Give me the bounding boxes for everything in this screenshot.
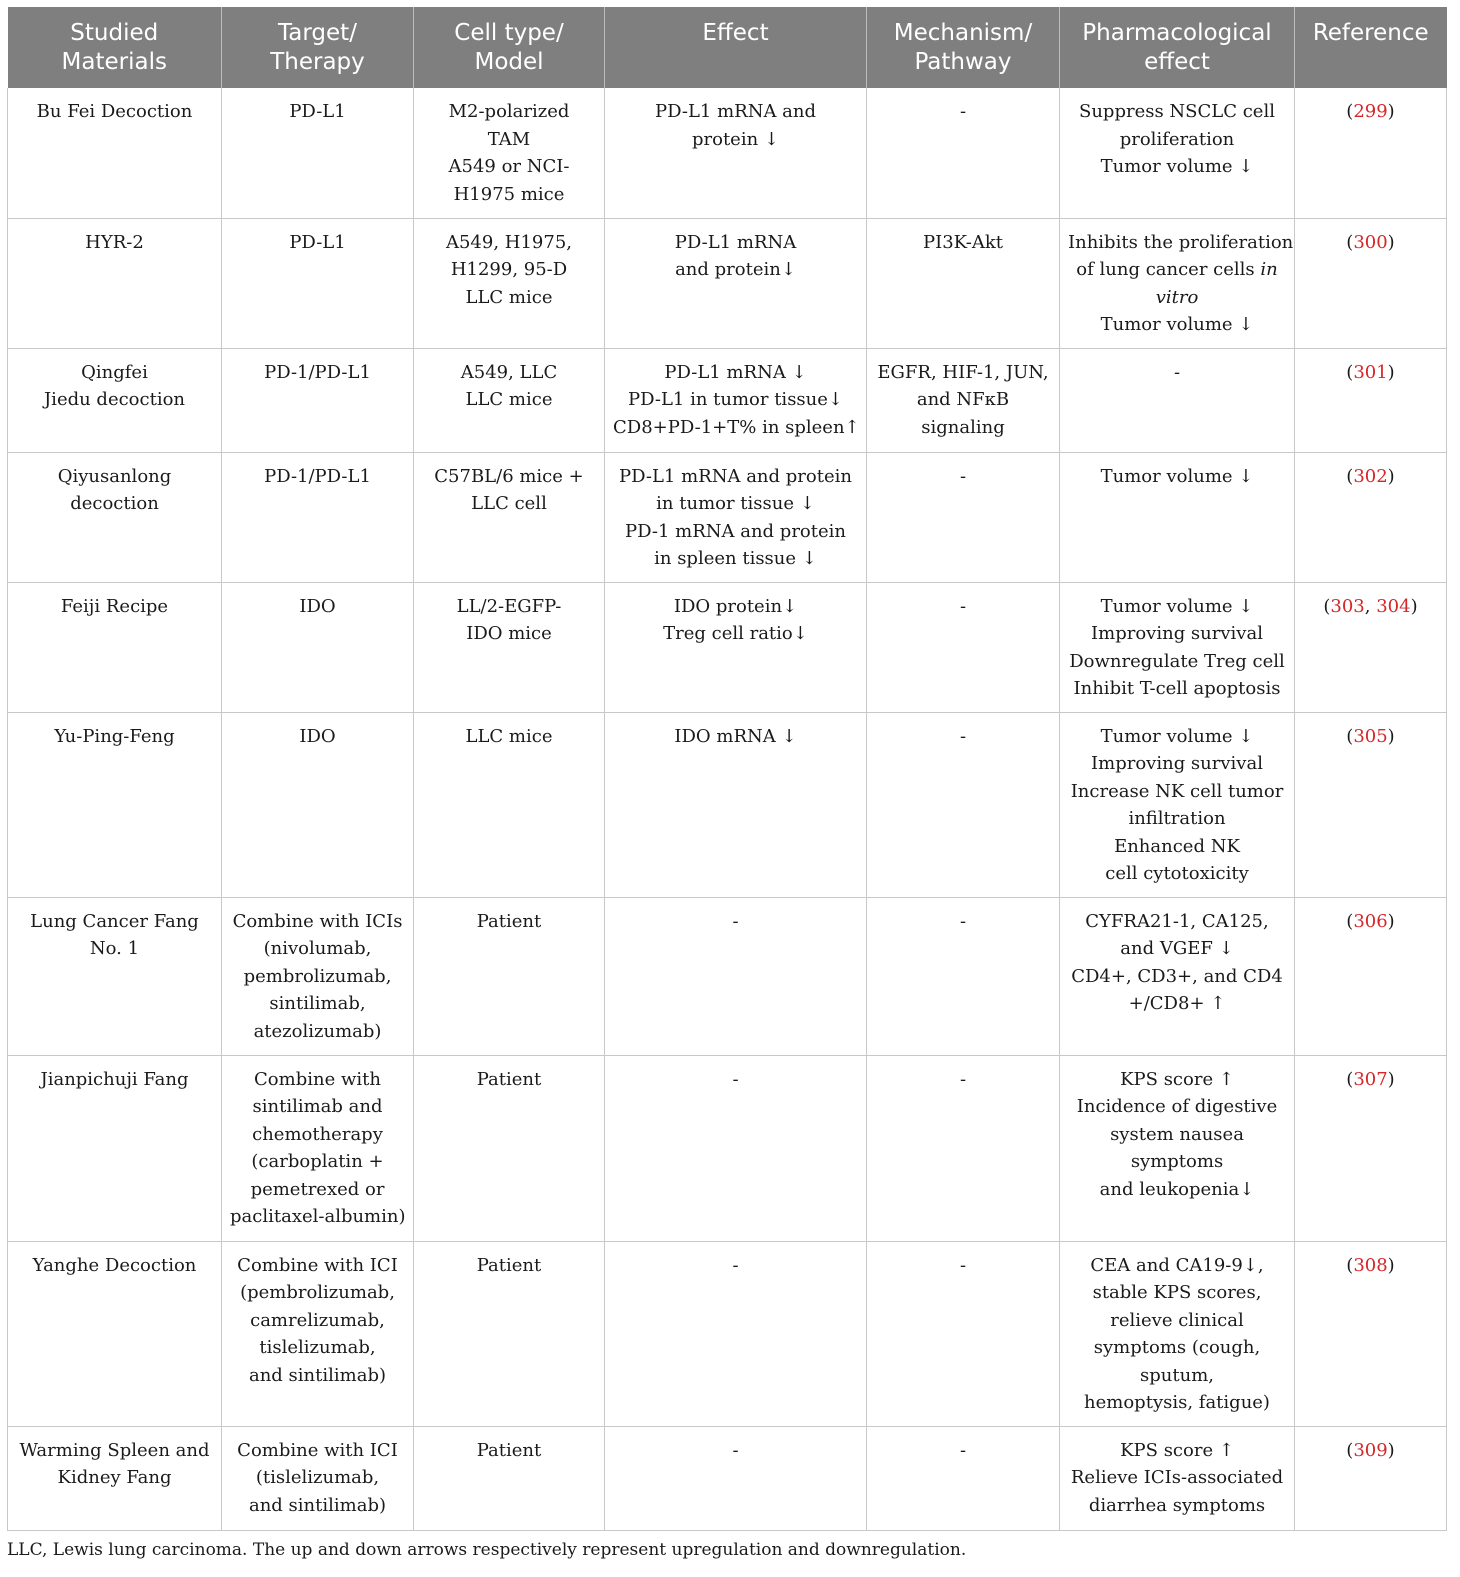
cell-line: PD-L1 mRNA and protein xyxy=(619,465,852,487)
table-row xyxy=(8,452,1447,582)
cell-line: Enhanced NK xyxy=(1114,835,1240,857)
cell-line: LLC mice xyxy=(465,725,553,747)
cell-line: - xyxy=(732,1254,739,1276)
cell-reference xyxy=(1295,1426,1447,1530)
cell-target xyxy=(222,452,414,582)
header-effect xyxy=(605,7,867,88)
cell-target xyxy=(222,582,414,712)
cell-line: PD-L1 in tumor tissue↓ xyxy=(627,389,843,410)
cell-line: Tumor volume ↓ xyxy=(1100,725,1254,747)
table-row xyxy=(8,1055,1447,1241)
reference-citation: (307) xyxy=(1346,1068,1395,1090)
cell-model xyxy=(414,218,605,348)
cell-line: C57BL/6 mice + xyxy=(434,465,584,487)
cell-pharmacological-effect xyxy=(1060,897,1295,1055)
cell-target xyxy=(222,348,414,452)
cell-reference xyxy=(1295,348,1447,452)
cell-line: tislelizumab, xyxy=(259,1337,376,1358)
cell-line: sputum, xyxy=(1140,1364,1214,1386)
cell-line: PD-1/PD-L1 xyxy=(264,361,371,383)
cell-line: - xyxy=(959,101,967,122)
cell-reference xyxy=(1295,452,1447,582)
header-mechanism-pathway xyxy=(867,7,1060,88)
cell-line: IDO xyxy=(299,595,336,617)
cell-line: A549, LLC xyxy=(460,361,558,383)
cell-line: CD4+, CD3+, and CD4 xyxy=(1071,965,1283,987)
cell-mechanism xyxy=(867,452,1060,582)
cell-line: in spleen tissue ↓ xyxy=(654,548,817,569)
cell-line: Combine with xyxy=(254,1068,381,1090)
cell-line: HYR-2 xyxy=(85,231,144,253)
cell-line: - xyxy=(732,1068,739,1090)
cell-line: Inhibits the proliferation xyxy=(1068,231,1294,253)
cell-line: H1299, 95-D xyxy=(450,259,568,280)
cell-reference xyxy=(1295,582,1447,712)
cell-line: Improving survival xyxy=(1091,753,1263,774)
cell-target xyxy=(222,1241,414,1426)
cell-line: CD8+PD-1+T% in spleen↑ xyxy=(613,416,860,438)
cell-line: - xyxy=(959,1068,967,1090)
reference-citation: (306) xyxy=(1346,910,1395,932)
cell-line: Lung Cancer Fang xyxy=(30,910,199,932)
cell-line: Suppress NSCLC cell xyxy=(1079,101,1275,122)
cell-line: - xyxy=(959,725,967,747)
cell-line: Warming Spleen and xyxy=(19,1439,210,1461)
cell-line: (pembrolizumab, xyxy=(240,1282,395,1303)
cell-line: A549, H1975, xyxy=(445,231,573,253)
header-line: Therapy xyxy=(270,49,365,75)
cell-line: Qingfei xyxy=(81,361,148,383)
header-line: Studied xyxy=(70,20,159,46)
reference-link[interactable]: 308 xyxy=(1353,1254,1388,1276)
cell-mechanism xyxy=(867,218,1060,348)
cell-line: Feiji Recipe xyxy=(60,595,169,617)
cell-line: infiltration xyxy=(1128,808,1226,829)
cell-pharmacological-effect xyxy=(1060,348,1295,452)
reference-link[interactable]: 302 xyxy=(1353,465,1388,487)
header-reference xyxy=(1295,7,1447,88)
cell-line: Patient xyxy=(476,910,542,932)
cell-line: decoction xyxy=(70,493,159,514)
cell-line: Inhibit T-cell apoptosis xyxy=(1073,678,1281,699)
cell-line: (nivolumab, xyxy=(263,938,372,959)
table-row xyxy=(8,88,1447,218)
reference-citation: (308) xyxy=(1346,1254,1395,1276)
cell-line: Jianpichuji Fang xyxy=(40,1068,189,1090)
cell-line: Combine with ICI xyxy=(237,1254,398,1276)
cell-line: sintilimab, xyxy=(269,993,366,1014)
data-table xyxy=(7,7,1447,1531)
cell-line: pembrolizumab, xyxy=(243,965,392,987)
cell-effect xyxy=(605,712,867,897)
cell-line: chemotherapy xyxy=(252,1123,383,1145)
cell-line: PD-L1 mRNA and xyxy=(654,101,817,122)
cell-effect xyxy=(605,218,867,348)
cell-model xyxy=(414,1426,605,1530)
header-studied-materials xyxy=(8,7,222,88)
header-line: Materials xyxy=(61,49,167,75)
reference-citation: (303, 304) xyxy=(1323,595,1418,617)
reference-link[interactable]: 306 xyxy=(1353,910,1388,932)
cell-line: Combine with ICI xyxy=(237,1439,398,1461)
cell-material xyxy=(8,1426,222,1530)
cell-target xyxy=(222,1055,414,1241)
cell-mechanism xyxy=(867,348,1060,452)
reference-citation: (301) xyxy=(1346,361,1395,383)
cell-line: Kidney Fang xyxy=(57,1467,172,1488)
cell-line: Patient xyxy=(476,1439,542,1461)
table-row xyxy=(8,1241,1447,1426)
cell-line: of lung cancer cells in xyxy=(1076,259,1278,280)
cell-mechanism xyxy=(867,1426,1060,1530)
cell-pharmacological-effect xyxy=(1060,1241,1295,1426)
table-body xyxy=(8,88,1447,1530)
cell-line: Patient xyxy=(476,1254,542,1276)
cell-effect xyxy=(605,1241,867,1426)
header-row xyxy=(8,7,1447,88)
cell-line: PD-L1 xyxy=(289,101,346,122)
cell-line: and protein↓ xyxy=(675,259,796,280)
cell-line: LLC cell xyxy=(471,493,547,514)
cell-model xyxy=(414,1241,605,1426)
cell-reference xyxy=(1295,897,1447,1055)
cell-pharmacological-effect xyxy=(1060,218,1295,348)
cell-line: Increase NK cell tumor xyxy=(1070,780,1284,802)
cell-line: pemetrexed or xyxy=(250,1178,385,1200)
cell-line: - xyxy=(732,1439,739,1461)
cell-model xyxy=(414,1055,605,1241)
cell-line: H1975 mice xyxy=(453,183,565,205)
table-row xyxy=(8,1426,1447,1530)
cell-model xyxy=(414,452,605,582)
cell-line: LLC mice xyxy=(465,286,553,308)
header-line: Target/ xyxy=(278,20,357,46)
cell-line: +/CD8+ ↑ xyxy=(1128,993,1226,1014)
cell-material xyxy=(8,1241,222,1426)
cell-material xyxy=(8,582,222,712)
cell-effect xyxy=(605,582,867,712)
cell-line: hemoptysis, fatigue) xyxy=(1084,1392,1270,1413)
header-line: Reference xyxy=(1312,20,1429,46)
cell-line: in tumor tissue ↓ xyxy=(656,493,815,514)
cell-line: symptoms xyxy=(1130,1151,1224,1172)
header-line: Cell type/ xyxy=(454,20,564,46)
cell-line: - xyxy=(732,910,739,932)
cell-material xyxy=(8,218,222,348)
reference-citation: (300) xyxy=(1346,231,1395,253)
table-row xyxy=(8,348,1447,452)
header-line: Model xyxy=(474,49,544,75)
cell-line: Improving survival xyxy=(1091,623,1263,644)
cell-line: symptoms (cough, xyxy=(1093,1337,1261,1358)
cell-line: CEA and CA19-9↓, xyxy=(1090,1254,1264,1276)
cell-mechanism xyxy=(867,712,1060,897)
header-line: Pharmacological xyxy=(1082,20,1272,46)
cell-line: camrelizumab, xyxy=(250,1309,385,1331)
cell-mechanism xyxy=(867,88,1060,218)
cell-line: - xyxy=(959,1439,967,1461)
reference-link[interactable]: 305 xyxy=(1353,725,1388,747)
cell-target xyxy=(222,218,414,348)
cell-line: stable KPS scores, xyxy=(1092,1282,1262,1303)
cell-model xyxy=(414,582,605,712)
cell-pharmacological-effect xyxy=(1060,582,1295,712)
reference-citation: (309) xyxy=(1346,1439,1395,1461)
cell-pharmacological-effect xyxy=(1060,712,1295,897)
cell-line: and leukopenia↓ xyxy=(1099,1178,1255,1200)
cell-line: - xyxy=(959,910,967,932)
cell-line: Downregulate Treg cell xyxy=(1069,650,1285,672)
cell-line: Patient xyxy=(476,1068,542,1090)
cell-line: IDO xyxy=(299,725,336,747)
cell-effect xyxy=(605,348,867,452)
reference-link[interactable]: 300 xyxy=(1353,231,1388,253)
cell-material xyxy=(8,348,222,452)
cell-model xyxy=(414,897,605,1055)
cell-pharmacological-effect xyxy=(1060,1426,1295,1530)
cell-model xyxy=(414,88,605,218)
cell-material xyxy=(8,1055,222,1241)
reference-citation: (305) xyxy=(1346,725,1395,747)
cell-line: LL/2-EGFP- xyxy=(456,595,562,617)
cell-line: TAM xyxy=(487,128,531,150)
cell-line: - xyxy=(959,595,967,617)
cell-line: IDO mice xyxy=(466,623,552,644)
cell-line: signaling xyxy=(921,416,1005,438)
cell-target xyxy=(222,88,414,218)
cell-reference xyxy=(1295,218,1447,348)
cell-model xyxy=(414,712,605,897)
cell-reference xyxy=(1295,1055,1447,1241)
cell-target xyxy=(222,897,414,1055)
reference-link[interactable]: 307 xyxy=(1353,1068,1388,1090)
reference-link[interactable]: 303 xyxy=(1330,595,1365,617)
cell-line: and sintilimab) xyxy=(248,1364,386,1386)
header-line: effect xyxy=(1144,49,1210,75)
cell-material xyxy=(8,452,222,582)
cell-line: Tumor volume ↓ xyxy=(1100,156,1254,177)
cell-mechanism xyxy=(867,582,1060,712)
cell-line: PD-L1 xyxy=(289,231,346,253)
reference-citation: (299) xyxy=(1346,101,1395,122)
cell-line: Incidence of digestive xyxy=(1076,1096,1278,1117)
cell-line: atezolizumab) xyxy=(253,1020,382,1042)
cell-line: PD-1/PD-L1 xyxy=(264,465,371,487)
cell-line: sintilimab and xyxy=(252,1096,383,1117)
reference-link[interactable]: 299 xyxy=(1353,101,1388,122)
cell-mechanism xyxy=(867,1241,1060,1426)
cell-line: PI3K-Akt xyxy=(922,231,1004,253)
cell-effect xyxy=(605,88,867,218)
cell-line: LLC mice xyxy=(465,389,553,410)
header-line: Mechanism/ xyxy=(893,20,1033,46)
cell-line: diarrhea symptoms xyxy=(1088,1494,1266,1516)
cell-line: and VGEF ↓ xyxy=(1120,938,1234,959)
table-row xyxy=(8,582,1447,712)
cell-line: (carboplatin + xyxy=(251,1151,384,1172)
cell-line: Bu Fei Decoction xyxy=(36,101,193,122)
cell-line: and sintilimab) xyxy=(248,1494,386,1516)
cell-line: vitro xyxy=(1155,286,1199,308)
cell-effect xyxy=(605,452,867,582)
cell-line: IDO mRNA ↓ xyxy=(674,725,797,747)
cell-line: - xyxy=(959,465,967,487)
cell-mechanism xyxy=(867,897,1060,1055)
table-row xyxy=(8,218,1447,348)
cell-line: No. 1 xyxy=(89,938,140,959)
header-cell-type-model xyxy=(414,7,605,88)
cell-line: Combine with ICIs xyxy=(232,910,403,932)
cell-line: Treg cell ratio↓ xyxy=(663,623,808,644)
header-line: Effect xyxy=(702,20,769,46)
cell-line: Tumor volume ↓ xyxy=(1100,314,1254,335)
cell-line: A549 or NCI- xyxy=(448,156,570,177)
cell-line: (tislelizumab, xyxy=(255,1467,380,1488)
table-row xyxy=(8,712,1447,897)
cell-material xyxy=(8,712,222,897)
cell-line: PD-1 mRNA and protein xyxy=(625,520,846,542)
cell-line: - xyxy=(959,1254,967,1276)
cell-target xyxy=(222,1426,414,1530)
reference-citation: (302) xyxy=(1346,465,1395,487)
table-row xyxy=(8,897,1447,1055)
cell-target xyxy=(222,712,414,897)
cell-line: EGFR, HIF-1, JUN, xyxy=(877,361,1049,383)
header-line: Pathway xyxy=(914,49,1012,75)
reference-link[interactable]: 309 xyxy=(1353,1439,1388,1461)
cell-line: Tumor volume ↓ xyxy=(1100,595,1254,617)
cell-line: Jiedu decoction xyxy=(43,389,186,410)
cell-material xyxy=(8,88,222,218)
cell-effect xyxy=(605,897,867,1055)
reference-link[interactable]: 304 xyxy=(1376,595,1411,617)
cell-reference xyxy=(1295,712,1447,897)
cell-material xyxy=(8,897,222,1055)
cell-line: Relieve ICIs-associated xyxy=(1070,1467,1284,1488)
cell-line: CYFRA21-1, CA125, xyxy=(1085,910,1269,932)
cell-reference xyxy=(1295,1241,1447,1426)
header-pharmacological-effect xyxy=(1060,7,1295,88)
table-footnote: LLC, Lewis lung carcinoma. The up and down arrows respectively represent upregulation and downregulation. xyxy=(7,1540,967,1560)
cell-line: cell cytotoxicity xyxy=(1105,863,1249,884)
cell-line: paclitaxel-albumin) xyxy=(230,1206,406,1227)
cell-line: relieve clinical xyxy=(1110,1309,1244,1331)
cell-line: KPS score ↑ xyxy=(1120,1439,1234,1461)
cell-model xyxy=(414,348,605,452)
cell-line: PD-L1 mRNA xyxy=(674,231,797,253)
cell-line: Yanghe Decoction xyxy=(32,1254,197,1276)
cell-pharmacological-effect xyxy=(1060,1055,1295,1241)
cell-line: proliferation xyxy=(1119,128,1235,150)
cell-line: Tumor volume ↓ xyxy=(1100,465,1254,487)
cell-pharmacological-effect xyxy=(1060,88,1295,218)
cell-line: and NFκB xyxy=(916,389,1010,410)
cell-line: Qiyusanlong xyxy=(57,465,172,487)
header-target-therapy xyxy=(222,7,414,88)
cell-pharmacological-effect xyxy=(1060,452,1295,582)
cell-line: Yu-Ping-Feng xyxy=(54,725,175,747)
cell-line: - xyxy=(1173,361,1181,383)
cell-mechanism xyxy=(867,1055,1060,1241)
cell-line: system nausea xyxy=(1110,1123,1244,1145)
cell-line: KPS score ↑ xyxy=(1120,1068,1234,1090)
cell-effect xyxy=(605,1426,867,1530)
cell-reference xyxy=(1295,88,1447,218)
cell-line: protein ↓ xyxy=(691,128,779,150)
cell-line: PD-L1 mRNA ↓ xyxy=(664,361,807,383)
reference-link[interactable]: 301 xyxy=(1353,361,1388,383)
cell-line: M2-polarized xyxy=(448,101,570,122)
cell-line: IDO protein↓ xyxy=(673,595,798,617)
cell-effect xyxy=(605,1055,867,1241)
